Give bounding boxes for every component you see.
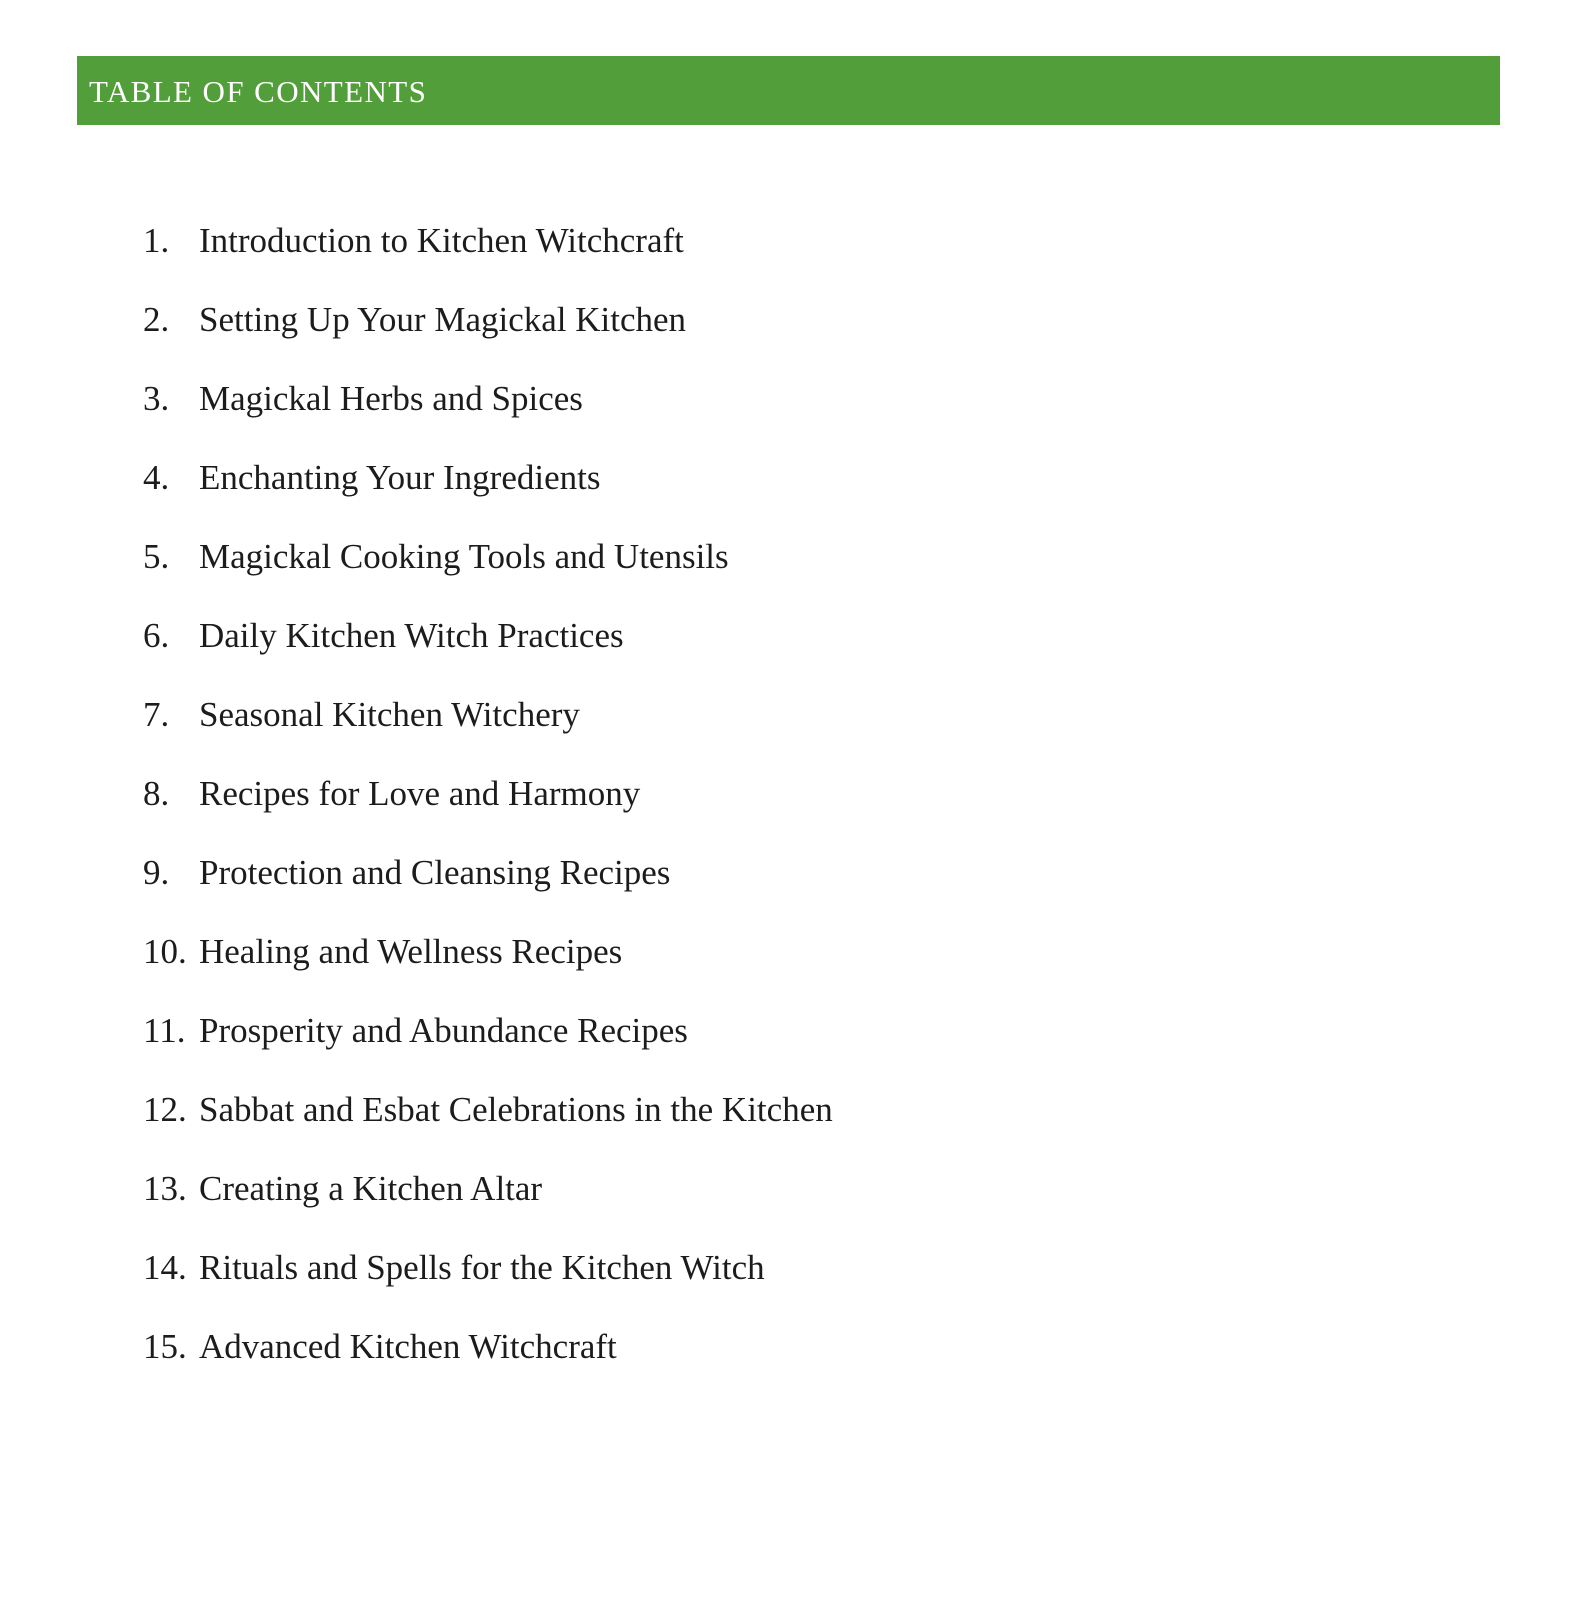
toc-item-label: Rituals and Spells for the Kitchen Witch: [199, 1248, 765, 1287]
toc-item-label: Sabbat and Esbat Celebrations in the Kitchen: [199, 1090, 833, 1129]
toc-item-number: 7.: [143, 695, 170, 734]
toc-item-8[interactable]: [143, 775, 833, 854]
toc-item-number: 11.: [143, 1011, 186, 1050]
toc-item-3[interactable]: [143, 380, 833, 459]
toc-item-label: Prosperity and Abundance Recipes: [199, 1011, 688, 1050]
toc-item-4[interactable]: [143, 459, 833, 538]
toc-item-label: Recipes for Love and Harmony: [199, 774, 641, 813]
toc-item-number: 12.: [143, 1090, 187, 1129]
toc-item-15[interactable]: [143, 1328, 833, 1407]
toc-item-number: 1.: [143, 221, 170, 260]
toc-item-number: 4.: [143, 458, 170, 497]
toc-item-number: 15.: [143, 1327, 187, 1366]
toc-item-label: Enchanting Your Ingredients: [199, 458, 601, 497]
toc-item-2[interactable]: [143, 301, 833, 380]
toc-item-number: 3.: [143, 379, 170, 418]
toc-item-5[interactable]: [143, 538, 833, 617]
toc-item-number: 10.: [143, 932, 187, 971]
toc-item-number: 13.: [143, 1169, 187, 1208]
toc-item-label: Advanced Kitchen Witchcraft: [199, 1327, 617, 1366]
toc-item-number: 9.: [143, 853, 170, 892]
toc-item-12[interactable]: [143, 1091, 833, 1170]
toc-item-label: Seasonal Kitchen Witchery: [199, 695, 580, 734]
toc-item-9[interactable]: [143, 854, 833, 933]
page-title: TABLE OF CONTENTS: [89, 74, 428, 109]
toc-item-6[interactable]: [143, 617, 833, 696]
toc-item-14[interactable]: [143, 1249, 833, 1328]
toc-item-10[interactable]: [143, 933, 833, 1012]
toc-item-number: 2.: [143, 300, 170, 339]
toc-list: [143, 222, 833, 1407]
toc-item-label: Creating a Kitchen Altar: [199, 1169, 543, 1208]
toc-item-number: 6.: [143, 616, 170, 655]
toc-item-7[interactable]: [143, 696, 833, 775]
toc-item-13[interactable]: [143, 1170, 833, 1249]
toc-item-label: Protection and Cleansing Recipes: [199, 853, 671, 892]
toc-item-number: 14.: [143, 1248, 187, 1287]
toc-item-label: Magickal Herbs and Spices: [199, 379, 583, 418]
toc-item-1[interactable]: [143, 222, 833, 301]
toc-item-label: Daily Kitchen Witch Practices: [199, 616, 624, 655]
toc-item-11[interactable]: [143, 1012, 833, 1091]
toc-item-label: Setting Up Your Magickal Kitchen: [199, 300, 687, 339]
toc-item-label: Magickal Cooking Tools and Utensils: [199, 537, 729, 576]
toc-header-bar: [77, 56, 1500, 125]
toc-item-number: 5.: [143, 537, 170, 576]
toc-item-label: Introduction to Kitchen Witchcraft: [199, 221, 684, 260]
toc-item-label: Healing and Wellness Recipes: [199, 932, 623, 971]
toc-item-number: 8.: [143, 774, 170, 813]
